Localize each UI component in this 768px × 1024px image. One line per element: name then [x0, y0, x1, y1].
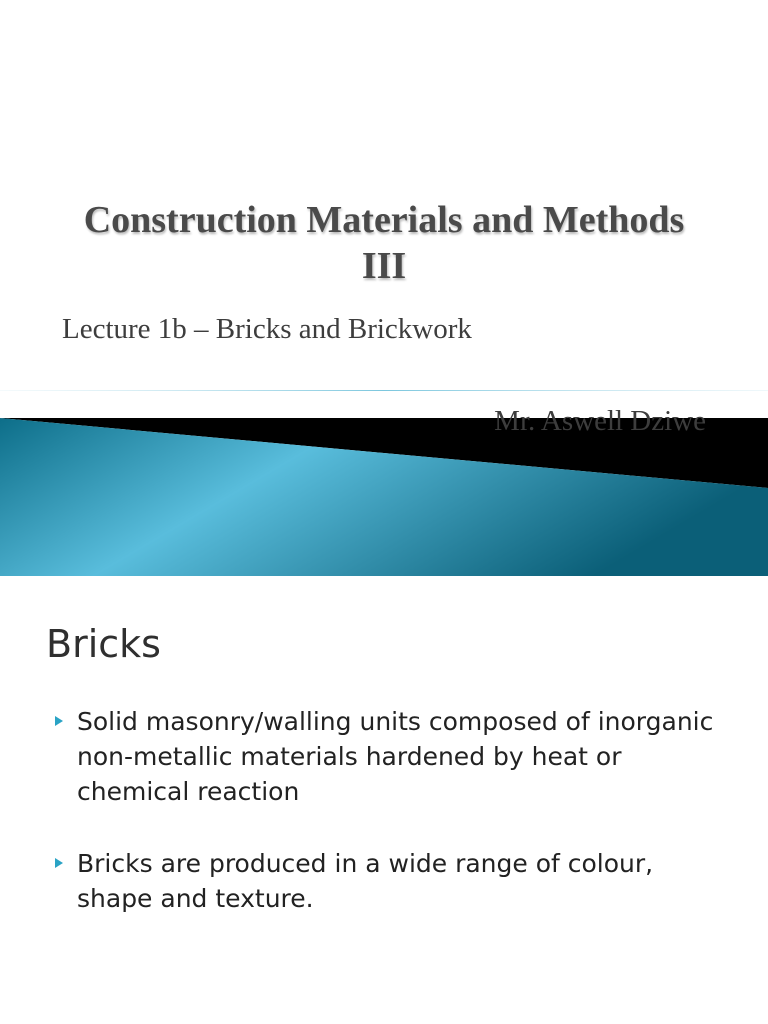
slide-subtitle: Lecture 1b – Bricks and Brickwork: [62, 313, 472, 345]
triangle-bullet-icon: [55, 716, 63, 726]
slide-heading: Bricks: [46, 622, 161, 666]
bullet-text: Solid masonry/walling units composed of inorganic non-metallic materials hardened by heat or chemical reaction: [77, 707, 714, 806]
list-item: [55, 704, 735, 809]
content-slide: [0, 576, 768, 1024]
list-item: [55, 846, 735, 916]
slide-title: Construction Materials and Methods III: [83, 199, 685, 287]
presenter-name: Mr. Aswell Dziwe: [494, 405, 706, 437]
bullet-text: Bricks are produced in a wide range of colour, shape and texture.: [77, 849, 654, 913]
band-top-rule: [0, 390, 768, 391]
triangle-bullet-icon: [55, 858, 63, 868]
bullet-list: [55, 704, 735, 953]
